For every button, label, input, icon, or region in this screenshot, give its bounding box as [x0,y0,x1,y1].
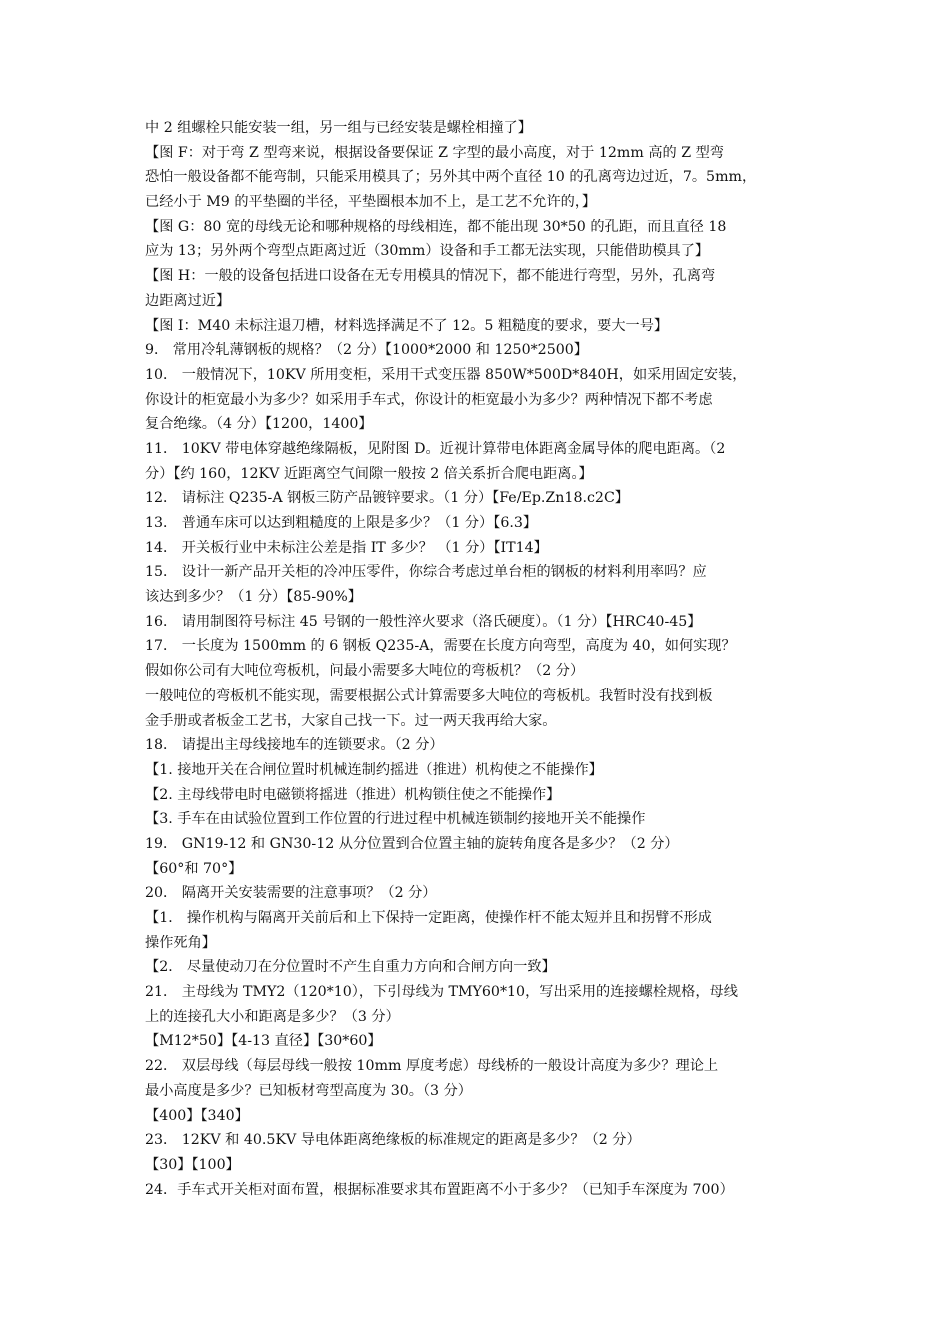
text-line: 【2. 主母线带电时电磁锁将摇进（推进）机构锁住使之不能操作】 [145,786,561,803]
question-9: 9． 常用冷轧薄钢板的规格？（2 分）【1000*2000 和 1250*2500】 [145,342,588,359]
text-line: 【图 G：80 宽的母线无论和哪种规格的母线相连，都不能出现 30*50 的孔距，而且直径 18 [145,218,727,235]
text-line: 【3. 手车在由试验位置到工作位置的行进过程中机械连锁制约接地开关不能操作 [145,811,646,828]
text-line: 应为 13；另外两个弯型点距离过近（30mm）设备和手工都无法实现，只能借助模具了】 [145,243,710,260]
question-13: 13． 普通车床可以达到粗糙度的上限是多少？（1 分）【6.3】 [145,515,538,531]
question-24: 24．手车式开关柜对面布置，根据标准要求其布置距离不小于多少？（已知手车深度为 700） [145,1181,734,1198]
text-line: 金手册或者板金工艺书，大家自己找一下。过一两天我再给大家。 [145,712,557,729]
question-14: 14． 开关板行业中未标注公差是指 IT 多少？ （1 分）【IT14】 [145,539,548,556]
text-line: 【2． 尽量使动刀在分位置时不产生自重力方向和合闸方向一致】 [145,959,556,976]
text-line: 【M12*50】【4-13 直径】【30*60】 [145,1033,382,1050]
text-line: 【图 F：对于弯 Z 型弯来说，根据设备要保证 Z 字型的最小高度，对于 12mm 高的 Z 型弯 [145,144,724,161]
question-18: 18． 请提出主母线接地车的连锁要求。（2 分） [145,737,444,754]
text-line: 最小高度是多少？已知板材弯型高度为 30。（3 分） [145,1082,472,1099]
text-line: 【1. 接地开关在合闸位置时机械连制约摇进（推进）机构使之不能操作】 [145,761,603,778]
text-line: 假如你公司有大吨位弯板机，问最小需要多大吨位的弯板机？（2 分） [145,663,585,680]
question-17: 17． 一长度为 1500mm 的 6 钢板 Q235-A，需要在长度方向弯型，高度为 40，如何实现？ [145,638,736,655]
text-line: 【1． 操作机构与隔离开关前后和上下保持一定距离，使操作杆不能太短并且和拐臂不形成 [145,910,712,926]
question-20: 20． 隔离开关安装需要的注意事项？（2 分） [145,885,437,902]
text-line: 分）【约 160，12KV 近距离空气间隙一般按 2 倍关系折合爬电距离。】 [145,465,593,482]
question-11: 11． 10KV 带电体穿越绝缘隔板，见附图 D。近视计算带电体距离金属导体的爬电距离。（2 [145,440,726,457]
question-16: 16． 请用制图符号标注 45 号钢的一般性淬火要求（洛氏硬度）。（1 分）【HRC40-45】 [145,613,702,630]
text-line: 中 2 组螺栓只能安装一组，另一组与已经安装是螺栓相撞了】 [145,120,532,136]
question-23: 23． 12KV 和 40.5KV 导电体距离绝缘板的标准规定的距离是多少？（2 分） [145,1132,641,1149]
text-line: 上的连接孔大小和距离是多少？（3 分） [145,1008,400,1025]
text-line: 一般吨位的弯板机不能实现，需要根据公式计算需要多大吨位的弯板机。我暂时没有找到板 [145,687,713,704]
question-22: 22． 双层母线（每层母线一般按 10mm 厚度考虑）母线桥的一般设计高度为多少？理论上 [145,1058,719,1075]
question-10: 10． 一般情况下，10KV 所用变柜，采用干式变压器 850W*500D*840H，如采用固定安装， [145,366,747,383]
text-line: 【图 H：一般的设备包括进口设备在无专用模具的情况下，都不能进行弯型，另外，孔离弯 [145,268,716,285]
text-line: 恐怕一般设备都不能弯制，只能采用模具了；另外其中两个直径 10 的孔离弯边过近，7。5mm， [145,169,757,186]
text-line: 【30】【100】 [145,1156,240,1173]
text-line: 你设计的柜宽最小为多少？如采用手车式，你设计的柜宽最小为多少？两种情况下都不考虑 [145,391,713,408]
question-21: 21． 主母线为 TMY2（120*10），下引母线为 TMY60*10，写出采用的连接螺栓规格，母线 [145,984,738,1001]
text-line: 已经小于 M9 的平垫圈的半径，平垫圈根本加不上，是工艺不允许的，】 [145,194,597,211]
question-15: 15． 设计一新产品开关柜的冷冲压零件，你综合考虑过单台柜的钢板的材料利用率吗？应 [145,564,707,581]
text-line: 操作死角】 [145,934,216,951]
text-line: 【图 I：M40 未标注退刀槽，材料选择满足不了 12。5 粗糙度的要求，要大一号】 [145,317,669,334]
text-line: 复合绝缘。（4 分）【1200，1400】 [145,416,373,433]
text-line: 【60°和 70°】 [145,860,243,877]
text-line: 该达到多少？（1 分）【85-90%】 [145,589,362,606]
text-line: 【400】【340】 [145,1107,249,1124]
text-line: 边距离过近】 [145,292,231,309]
question-12: 12． 请标注 Q235-A 钢板三防产品镀锌要求。（1 分）【Fe/Ep.Zn18.c2C】 [145,490,629,507]
question-19: 19． GN19-12 和 GN30-12 从分位置到合位置主轴的旋转角度各是多少？（2 分） [145,835,679,852]
